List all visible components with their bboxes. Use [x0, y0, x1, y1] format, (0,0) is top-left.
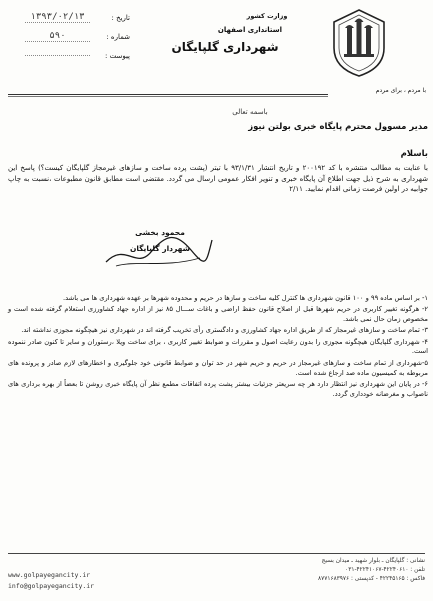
footer-phone: تلفن : ۴۲۲۴۰۶۱۰-۴۲۲۴۱۰۶۷-۰۳۱	[345, 567, 425, 573]
letter-date-field	[25, 12, 130, 23]
letter-number-field	[25, 31, 130, 42]
basmala: باسمه تعالی	[232, 108, 268, 116]
municipality-name: شهرداری گلپایگان	[171, 40, 279, 54]
province-name: استانداری اصفهان	[217, 26, 283, 34]
header-divider	[8, 94, 328, 95]
letter-attachment-field	[25, 50, 130, 61]
attachment-label: پیوست :	[105, 51, 130, 60]
addressee: مدیر مسوول محترم پایگاه خبری بولتن نیوز	[248, 122, 428, 132]
footer-address: نشانی : گلپایگان ـ بلوار شهید ـ میدان بسیج	[321, 558, 425, 564]
notes-list	[8, 294, 428, 401]
header-divider-thin	[8, 96, 328, 97]
letter-body: با عنایت به مطالب منتشره با کد ۲۰۰۱۹۲ و تاریخ انتشار ۹۳/۱/۳۱ با تیتر (پشت پرده ساخت و سازهای غیرمجاز گلپایگان کیست؟) پاسخ این شهرداری به شرح ذیل جهت اطلاع آن پایگاه خبری و تنویر افکار عمومی ارسال می گردد. مقتضی است مطابق قانون مطبوعات ،نسبت به چاپ جوابیه در اولین فرصت زمانی اقدام نمایید. ۲/۱۱	[8, 164, 428, 193]
ministry-name: وزارت کشور	[246, 12, 288, 20]
signatory-name: محمود بخشی	[135, 228, 185, 237]
number-value: ۵۹۰	[25, 31, 90, 42]
footer-divider	[8, 553, 425, 554]
note-item: ۲- هرگونه تغییر کاربری در حریم شهرها قبل از اصلاح قانون حفظ اراضی و باغات ســـال ۸۵ نیز از اداره جهاد کشاورزی استعلام گرفته شده است و مخصوص زمان حال نمی باشد.	[8, 305, 428, 324]
attachment-value	[25, 55, 90, 56]
greeting: باسلام	[400, 149, 428, 159]
note-item: ۳- تمام ساخت و سازهای غیرمجاز که از طریق اداره جهاد کشاورزی و دادگستری رأی تخریب گرفته اند در شهرداری نیز هیچگونه مجوزی نداشته اند.	[21, 326, 428, 335]
note-item: ۱- بر اساس ماده ۹۹ و ۱۰۰ قانون شهرداری ها کنترل کلیه ساخت و سازها در حریم و محدوده شهرها بر عهده شهرداری ها می باشد.	[63, 294, 428, 302]
note-item: ۶- در پایان این شهرداری نیز انتظار دارد هر چه سریعتر جزئیات بیشتر پشت پرده اتفاقات مطمع نظر آن پایگاه خبری روشن تا بعضاً از بهره برداری های ناصواب و مغرضانه خودداری گردد.	[8, 379, 428, 398]
note-item: ۴- شهرداری گلپایگان هیچگونه مجوزی را بدون رعایت اصول و مقررات و ضوابط تغییر کاربری ، برای ساخت ویلا ،رستوران و سایر تا کنون صادر ننموده است.	[8, 337, 428, 356]
date-label: تاریخ :	[111, 13, 130, 22]
footer-email: info@golpayegancity.ir	[8, 582, 95, 590]
date-value: ۱۳۹۳/۰۲/۱۳	[25, 12, 90, 23]
slogan: با مردم ، برای مردم	[375, 87, 426, 94]
number-label: شماره :	[106, 32, 130, 41]
footer-website: www.golpayegancity.ir	[8, 571, 91, 579]
note-item: ۵-شهرداری از تمام ساخت و سازهای غیرمجاز در حریم و حریم شهر در حد توان و ضوابط قانونی خود جلوگیری و اخطارهای لازم صادر و پرونده های مربوطه به کمیسیون ماده صد ارجاع شده است.	[8, 358, 428, 377]
municipality-logo-icon	[330, 8, 388, 78]
signatory-title: شهردار گلپایگان	[129, 244, 191, 253]
footer-fax: فاکس : ۴۲۲۴۵۱۶۵ - کدپستی : ۸۷۷۱۶۸۳۹۷۶	[318, 576, 425, 582]
